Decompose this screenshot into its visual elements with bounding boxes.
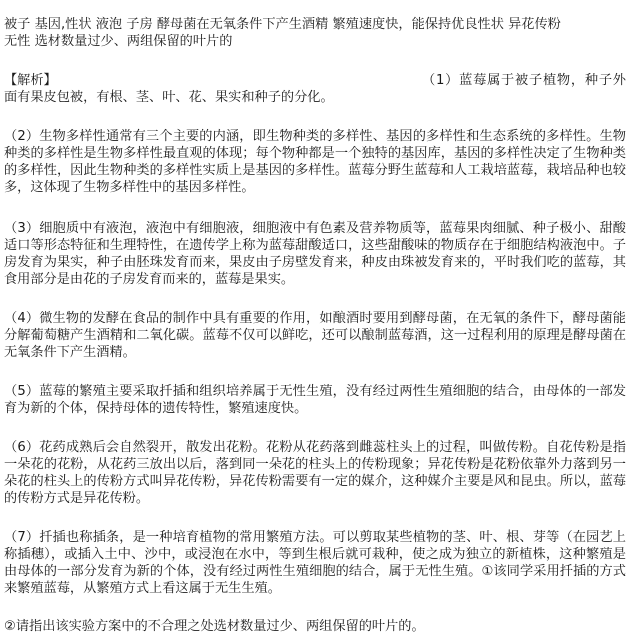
analysis-paragraph-6: （6）花药成熟后会自然裂开，散发出花粉。花粉从花药落到雌蕊柱头上的过程，叫做传粉。自花传粉是指一朵花的花粉，从花药三放出以后，落到同一朵花的柱头上的传粉现象；异花传粉是花粉依靠外力落到另一朵花的柱头上的传粉方式叫异花传粉，异花传粉需要有一定的媒介，这种媒介主要是风和昆虫。所以，蓝莓的传粉方式是异花传粉。 [4,440,626,506]
analysis-label: 【解析】 [4,73,57,88]
analysis-paragraph-4: （4）微生物的发酵在食品的制作中具有重要的作用，如酿酒时要用到酵母菌，在无氧的条件下，酵母菌能分解葡萄糖产生酒精和二氧化碳。蓝莓不仅可以鲜吃，还可以酿制蓝莓酒，这一过程利用的原理是酵母菌在无氧条件下产生酒精。 [4,311,626,360]
analysis-paragraph-7: （7）扦插也称插条，是一种培育植物的常用繁殖方法。可以剪取某些植物的茎、叶、根、芽等（在园艺上称插穗），或插入土中、沙中，或浸泡在水中，等到生根后就可栽种，使之成为独立的新植株，这种繁殖是由母体的一部分发育为新的个体，没有经过两性生殖细胞的结合，属于无性生殖。①该同学采用扦插的方式来繁殖蓝莓，从繁殖方式上看这属于无生生殖。 [4,530,626,596]
analysis-paragraph-2: （2）生物多样性通常有三个主要的内涵，即生物种类的多样性、基因的多样性和生态系统的多样性。生物种类的多样性是生物多样性最直观的体现；每个物种都是一个独特的基因库，基因的多样性决定了生物种类的多样性，因此生物种类的多样性实质上是基因的多样性。蓝莓分野生蓝莓和人工栽培蓝莓，栽培品种也较多，这体现了生物多样性中的基因多样性。 [4,129,626,195]
analysis-section [4,72,626,635]
answer-line-2: 无性 选材数量过少、两组保留的叶片的 [4,34,233,49]
answer-line-1: 被子 基因,性状 液泡 子房 酵母菌在无氧条件下产生酒精 繁殖速度快，能保持优良性状 异花传粉 [4,17,561,32]
analysis-paragraph-5: （5）蓝莓的繁殖主要采取扦插和组织培养属于无性生殖，没有经过两性生殖细胞的结合，由母体的一部发育为新的个体，保持母体的遗传特性，繁殖速度快。 [4,384,626,416]
analysis-paragraph-8: ②请指出该实验方案中的不合理之处选材数量过少、两组保留的叶片的。 [4,619,425,634]
answer-section [4,16,626,50]
analysis-paragraph-3: （3）细胞质中有液泡，液泡中有细胞液，细胞液中有色素及营养物质等，蓝莓果肉细腻、种子极小、甜酸适口等形态特征和生理特性，在遗传学上称为蓝莓甜酸适口，这些甜酸味的物质存在于细胞结构液泡中。子房发育为果实，种子由胚珠发育而来，果皮由子房壁发育来，种皮由珠被发育来的，平时我们吃的蓝莓，其食用部分是由花的子房发育而来的，蓝莓是果实。 [4,221,626,287]
analysis-paragraph-1: （1）蓝莓属于被子植物，种子外面有果皮包被，有根、茎、叶、花、果实和种子的分化。 [4,73,626,105]
